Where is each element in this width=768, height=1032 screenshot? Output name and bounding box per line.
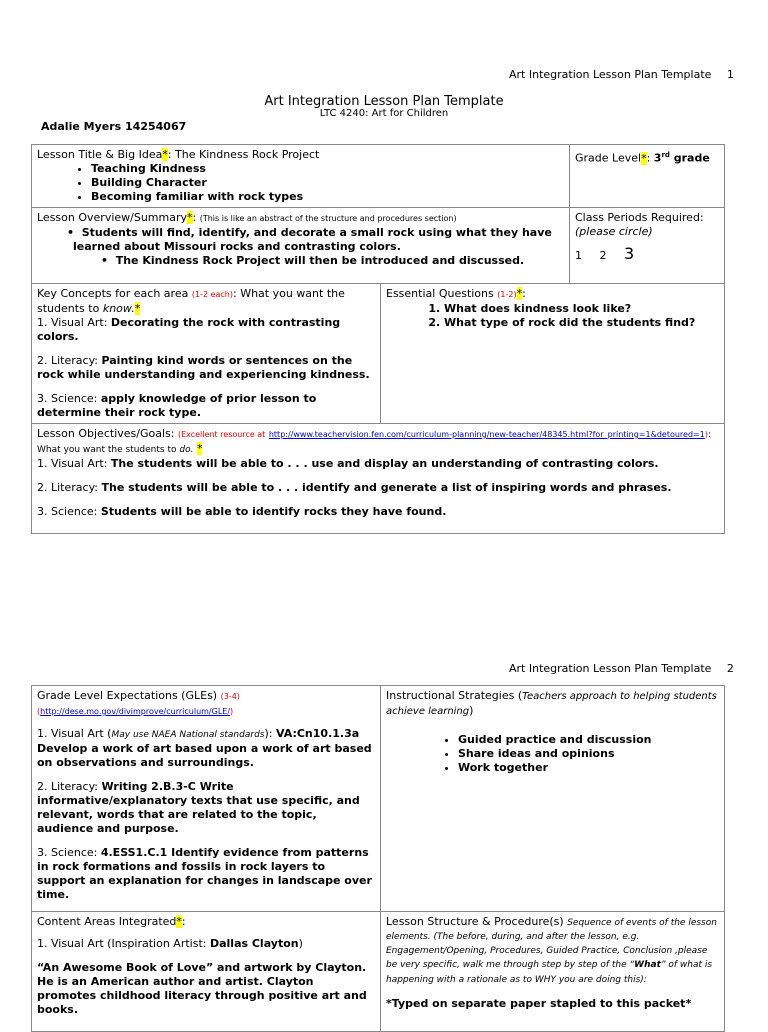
list-item: • Work together	[458, 761, 719, 775]
running-head-page-1	[509, 68, 734, 81]
list-item: • Guided practice and discussion	[458, 733, 719, 747]
content-areas-cell	[32, 912, 381, 1032]
required-star: *	[162, 148, 168, 161]
list-item: 1. What does kindness look like?	[444, 302, 719, 316]
gle-subject: 2. Literacy:	[37, 780, 102, 793]
essential-questions-label: Essential Questions	[386, 287, 494, 300]
page-number: 1	[726, 68, 734, 81]
objective-item-3	[37, 505, 719, 519]
required-star: *	[134, 302, 141, 315]
required-star: *	[641, 151, 647, 165]
strategies-label: Instructional Strategies (	[386, 689, 523, 702]
gle-text: 4.ESS1.C.1 Identify evidence from patterns in rock formations and fossils in rock layers to support an explanation for changes in landscape over time.	[37, 846, 372, 901]
objective-text: The students will be able to . . . identify and generate a list of inspiring words and phrases.	[101, 481, 672, 494]
gle-item-3	[37, 846, 375, 902]
class-periods-note: (please circle)	[575, 225, 653, 238]
running-head-text: Art Integration Lesson Plan Template	[509, 662, 712, 675]
what-word: What	[634, 960, 661, 970]
essential-questions-list	[386, 302, 719, 330]
lesson-title-label: Lesson Title & Big Idea	[37, 148, 163, 161]
concept-item-3	[37, 392, 375, 420]
colon: :	[181, 915, 186, 928]
typed-note: *Typed on separate paper stapled to this packet*	[386, 997, 692, 1010]
concept-item-1	[37, 316, 375, 344]
structure-label: Lesson Structure & Procedure(s)	[386, 915, 568, 928]
period-option-1: 1	[575, 249, 582, 262]
objectives-label: Lesson Objectives/Goals:	[37, 427, 175, 440]
structure-note: Sequence of events of the lesson elements. (The before, during, and after the lesson, e.g. Engagement/Opening, Procedures, Guided Practice, Conclusion ,please be very specific, walk me through step by step of the “	[386, 918, 717, 970]
lesson-plan-table-page-1	[31, 144, 725, 284]
structure-note-end: ” of what is happening with a rationale as to WHY you are doing this):	[386, 960, 713, 985]
objective-item-2	[37, 481, 719, 495]
overview-bullet-1: • Students will find, identify, and decorate a small rock using what they have learned about Missouri rocks and contrasting colors.	[67, 226, 552, 253]
strategies-close: )	[469, 704, 474, 717]
list-item: • Teaching Kindness	[91, 162, 564, 176]
grade-word: grade	[669, 151, 710, 165]
objective-text: The students will be able to . . . use and display an understanding of contrasting colors.	[110, 457, 659, 470]
grade-level-cell	[570, 145, 725, 208]
gle-close: ):	[264, 727, 276, 740]
overview-bullet-text: Students will find, identify, and decorate a small rock using what they have learned about Missouri rocks and contrasting colors.	[73, 226, 552, 253]
concepts-table	[31, 283, 725, 534]
page-number: 2	[726, 662, 734, 675]
strategies-note: Teachers approach to helping students achieve learning	[386, 691, 717, 717]
overview-bullet-2: • The Kindness Rock Project will then be introduced and discussed.	[101, 254, 525, 267]
running-head-text: Art Integration Lesson Plan Template	[509, 68, 712, 81]
resource-link[interactable]: http://www.teachervision.fen.com/curriculum-planning/new-teacher/48345.html?for_printing=1&detoured=1	[268, 430, 705, 439]
artist-name: Dallas Clayton	[209, 937, 299, 950]
running-head-page-2	[509, 662, 734, 675]
concept-item-2	[37, 354, 375, 382]
big-idea-list	[37, 162, 564, 204]
grade-suffix: rd	[661, 151, 670, 159]
objectives-desc: : What you want the students to	[37, 430, 711, 455]
required-star: *	[176, 915, 182, 928]
key-concepts-label: Key Concepts for each area	[37, 287, 189, 300]
gle-label: Grade Level Expectations (GLEs)	[37, 689, 218, 702]
overview-label: Lesson Overview/Summary	[37, 211, 188, 224]
strategies-list	[386, 733, 719, 775]
list-item: • Share ideas and opinions	[458, 747, 719, 761]
key-concepts-cell	[32, 284, 381, 424]
gle-text: VA:Cn10.1.3a Develop a work of art based upon a work of art based on observations and surroundings.	[37, 727, 372, 769]
overview-bullet-text: The Kindness Rock Project will then be introduced and discussed.	[115, 254, 525, 267]
overview-cell: Lesson Overview/Summary*: (This is like an abstract of the structure and procedures section) • Students will find, identify, and decorate a small rock using what they have learned about Missouri rocks and contrasting colors. • The Kindness Rock Project will then be introduced and discussed.	[32, 208, 570, 284]
structure-cell	[381, 912, 725, 1032]
concept-text: Painting kind words or sentences on the rock while understanding and experiencing kindness.	[37, 354, 370, 381]
list-item: • Becoming familiar with rock types	[91, 190, 564, 204]
gle-text: Writing 2.B.3-C Write informative/explanatory texts that use specific, and relevant, words that are related to the topic, audience and purpose.	[37, 780, 360, 835]
resource-end: )	[704, 430, 708, 439]
gle-subject: 3. Science:	[37, 846, 101, 859]
objective-subject: 1. Visual Art:	[37, 457, 111, 470]
lesson-plan-table-page-2	[31, 685, 725, 1032]
document-title: Art Integration Lesson Plan Template	[264, 94, 504, 109]
grade-level-label: Grade Level	[575, 151, 642, 165]
do-word: do.	[179, 445, 194, 455]
gle-item-2	[37, 780, 375, 836]
concept-text: Decorating the rock with contrasting colors.	[37, 316, 341, 343]
gle-cell: Grade Level Expectations (GLEs) (3-4) (http://dese.mo.gov/divimprove/curriculum/GLE/) 1. Visual Art (May use NAEA National standards): VA:Cn10.1.3a Develop a work of art based upon a work of art based on observations and surroundings. 2. Literacy: Writing 2.B.3-C Write informative/explanatory texts that use specific, and relevant, words that are related to the topic, audience and purpose. 3. Science: 4.ESS1.C.1 Identify evidence from patterns in rock formations and fossils in rock layers to support an explanation for changes in landscape over time.	[32, 686, 381, 912]
resource-label: (Excellent resource at	[177, 430, 266, 439]
key-concepts-count: (1-2 each)	[191, 290, 233, 299]
gle-item-1	[37, 727, 375, 770]
strategies-cell	[381, 686, 725, 912]
class-periods-cell	[570, 208, 725, 284]
art-label: 1. Visual Art (Inspiration Artist:	[37, 937, 210, 950]
class-periods-options	[575, 244, 719, 263]
artist-description: “An Awesome Book of Love” and artwork by Clayton. He is an American author and artist. Clayton promotes childhood literacy through positive art and books.	[37, 961, 367, 1016]
inspiration-artist-line	[37, 937, 375, 951]
class-periods-label: Class Periods Required:	[575, 211, 704, 224]
period-option-3: 3	[624, 244, 635, 263]
art-close: )	[298, 937, 303, 950]
gle-count: (3-4)	[220, 692, 240, 701]
objective-text: Students will be able to identify rocks they have found.	[100, 505, 447, 518]
know-word: know.	[102, 302, 135, 315]
gle-link[interactable]: http://dese.mo.gov/divimprove/curriculum/GLE/	[40, 707, 231, 716]
objective-item-1	[37, 457, 719, 471]
objectives-cell	[32, 424, 725, 534]
gle-note: May use NAEA National standards	[111, 730, 265, 740]
objective-subject: 2. Literacy:	[37, 481, 102, 494]
essential-questions-cell	[381, 284, 725, 424]
lesson-title-value: : The Kindness Rock Project	[167, 148, 320, 161]
required-star: *	[187, 211, 193, 224]
course-name: LTC 4240: Art for Children	[319, 108, 449, 119]
author-name: Adalie Myers 14254067	[41, 120, 187, 133]
key-concepts-desc: : What you want the students to	[37, 287, 345, 315]
concept-subject: 3. Science:	[37, 392, 101, 405]
colon: :	[646, 151, 654, 165]
objective-subject: 3. Science:	[37, 505, 101, 518]
list-item: 2. What type of rock did the students find?	[444, 316, 719, 330]
concept-subject: 2. Literacy:	[37, 354, 102, 367]
required-star: *	[196, 442, 203, 455]
grade-number: 3	[653, 151, 662, 165]
lesson-title-cell	[32, 145, 570, 208]
content-areas-label: Content Areas Integrated	[37, 915, 177, 928]
essential-questions-count: (1-2)	[497, 290, 517, 299]
concept-text: apply knowledge of prior lesson to determine their rock type.	[37, 392, 317, 419]
gle-subject: 1. Visual Art (	[37, 727, 112, 740]
concept-subject: 1. Visual Art:	[37, 316, 111, 329]
overview-note: (This is like an abstract of the structure and procedures section)	[199, 214, 457, 223]
period-option-2: 2	[599, 249, 607, 262]
colon: :	[522, 287, 526, 300]
list-item: • Building Character	[91, 176, 564, 190]
required-star: *	[516, 287, 523, 300]
